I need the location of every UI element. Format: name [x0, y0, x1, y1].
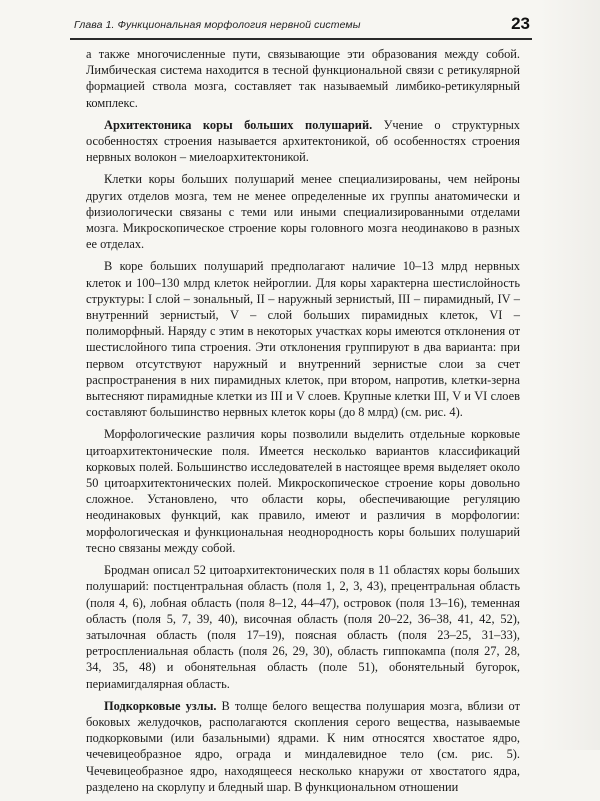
- paragraph-text: В толще белого вещества полушария мозга, вблизи от боковых желудочков, располагаются скопления серого вещества, называемые подкорковыми (или базальными) ядрами. К ним относятся хвостатое ядро, чечевицеобразное ядро, ограда и миндалевидное тело (см. рис. 5). Чечевицеобразное ядро, находящееся несколько кнаружи от хвостатого ядра, разделено на скорлупу и бледный шар. В функциональном отношении: [86, 698, 520, 794]
- paragraph-text: Клетки коры больших полушарий менее специализированы, чем нейроны других отделов мозга, тем не менее определенные их группы анатомически и физиологически связаны с теми или иными специализированными отделами мозга. Микроскопическое строение коры головного мозга неодинаково в разных ее отделах.: [86, 172, 520, 252]
- section-heading: Подкорковые узлы.: [104, 698, 217, 713]
- section-heading: Архитектоника коры больших полушарий.: [104, 117, 373, 132]
- page-edge-shadow: [540, 0, 600, 750]
- running-head: Глава 1. Функциональная морфология нервной системы: [74, 19, 361, 31]
- paragraph-2: [86, 117, 520, 166]
- paragraph-text: Морфологические различия коры позволили выделить отдельные корковые цитоархитектонические поля. Имеется несколько вариантов классификаций корковых полей. Большинство исследователей в настоящее время выделяет около 50 цитоархитектонических полей. Микроскопическое строение коры довольно сложное. Установлено, что области коры, обеспечивающие регуляцию неодинаковых функций, как правило, имеют и различия в морфологии: морфологическая и функциональная неоднородность коры больших полушарий тесно связаны между собой.: [86, 427, 520, 555]
- paragraph-4: [86, 258, 520, 420]
- header-rule: [70, 38, 532, 40]
- paragraph-1: [86, 46, 520, 111]
- paragraph-7: [86, 698, 520, 795]
- paragraph-5: [86, 426, 520, 556]
- paragraph-6: [86, 562, 520, 692]
- paragraph-text: Бродман описал 52 цитоархитектонических поля в 11 областях коры больших полушарий: постцентральная область (поля 1, 2, 3, 43), прецентральная область (поля 4, 6), лобная область (поля 8–12, 44–47), островок (поля 13–16), теменная область (поля 5, 7, 39, 40), височная область (поля 20–22, 36–38, 41, 42, 52), затылочная область (поля 17–19), поясная область (поля 23–25, 31–33), ретросплениальная область (поля 26, 29, 30), область гиппокампа (поля 27, 28, 34, 35, 48) и обонятельная область (поле 51), обонятельный бугорок, периамигдалярная область.: [86, 563, 520, 691]
- page-number: 23: [511, 14, 530, 33]
- paragraph-3: [86, 171, 520, 252]
- page-header: [70, 14, 530, 36]
- body-text: [86, 46, 520, 801]
- paragraph-text: а также многочисленные пути, связывающие эти образования между собой. Лимбическая система находится в тесной функциональной связи с ретикулярной формацией ствола мозга, составляет так называемый лимбико-ретикулярный комплекс.: [86, 47, 520, 110]
- paragraph-text: Учение о структурных особенностях строения называется архитектоникой, об особенностях строения нервных волокон – миелоархитектоникой.: [86, 117, 520, 165]
- paragraph-text: В коре больших полушарий предполагают наличие 10–13 млрд нервных клеток и 100–130 млрд клеток нейроглии. Для коры характерна шестислойность структуры: I слой – зональный, II – наружный зернистый, III – пирамидный, IV – внутренний зернистый, V – слой больших пирамидных клеток, VI – полиморфный. Наряду с этим в некоторых участках коры имеются отклонения от шестислойного типа строения. Эти отклонения группируют в два варианта: при первом отсутствуют наружный и внутренний зернистые слои за счет распространения в них пирамидных клеток, при втором, напротив, клетки-зерна вытесняют пирамидные клетки из III и V слоев. Крупные клетки III, V и VI слоев составляют большинство нервных клеток коры (до 8 млрд) (см. рис. 4).: [86, 259, 520, 420]
